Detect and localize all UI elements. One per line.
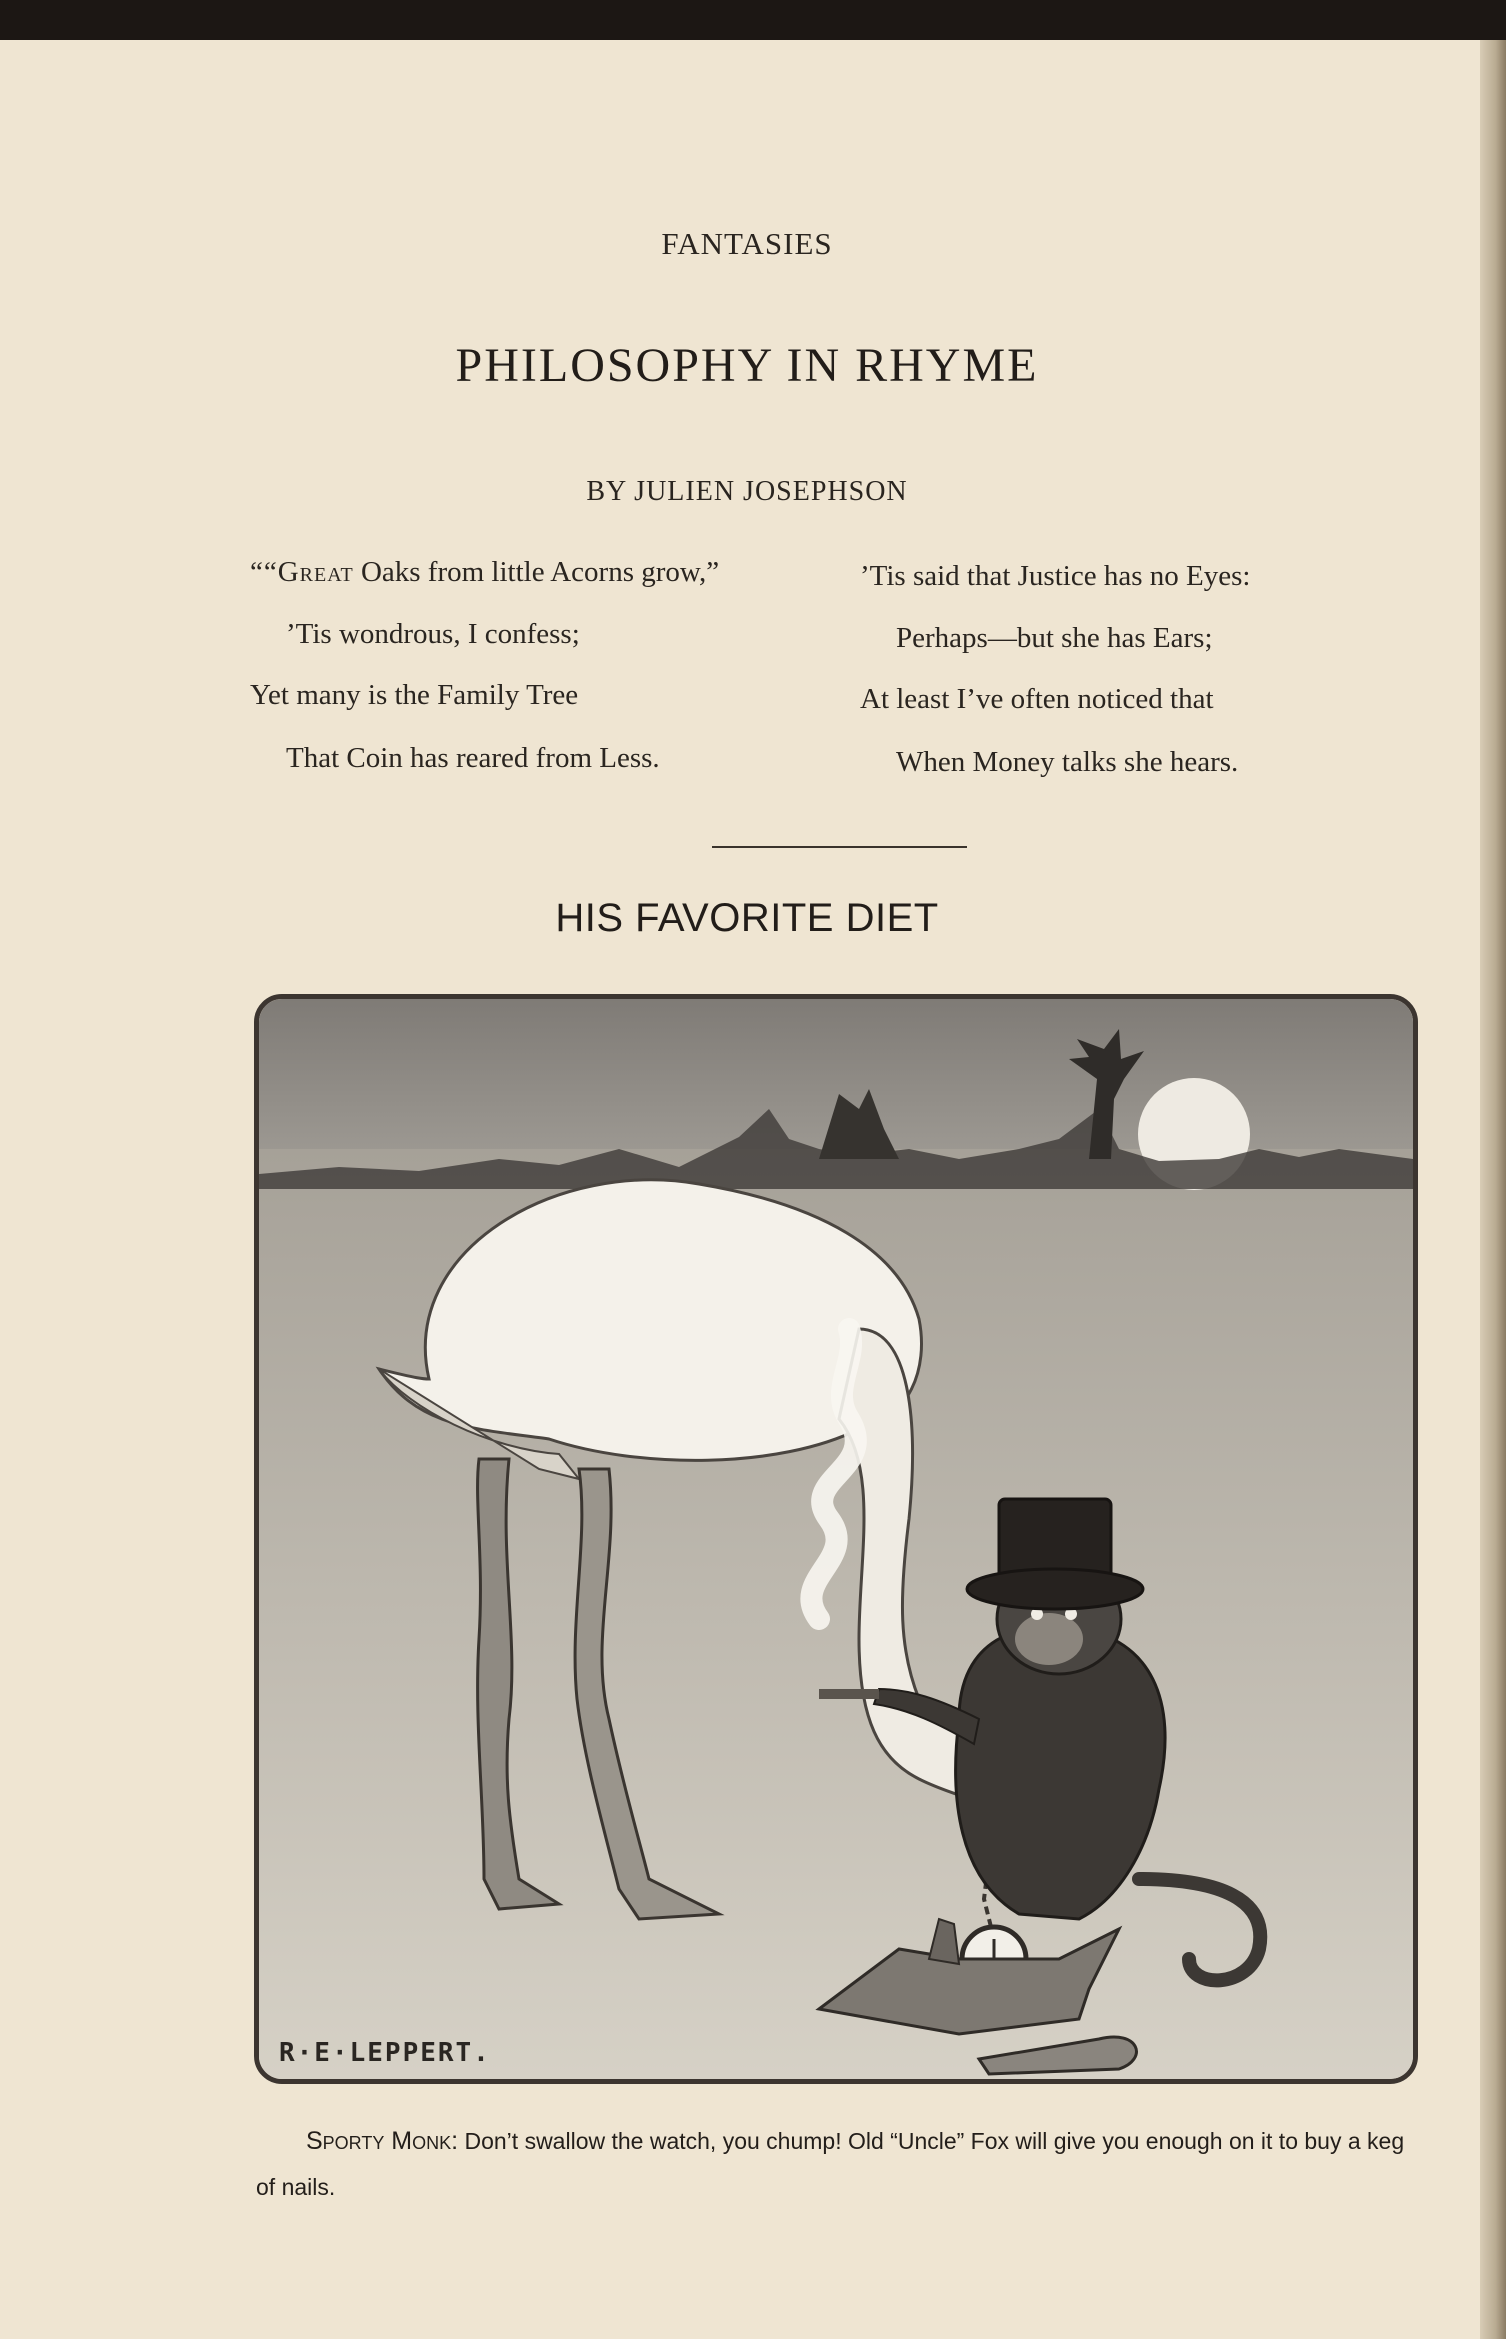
stanza-right-line-1: ’Tis said that Justice has no Eyes: — [860, 560, 1251, 592]
artist-signature: R·E·LEPPERT. — [279, 2038, 491, 2068]
poem-title: PHILOSOPHY IN RHYME — [455, 339, 1039, 392]
caption-speaker: Sporty Monk: — [306, 2127, 459, 2155]
cartoon-title: HIS FAVORITE DIET — [555, 896, 939, 940]
running-head: FANTASIES — [661, 226, 833, 261]
stanza-right-line-3: At least I’ve often noticed that — [860, 683, 1214, 715]
stanza-left-opening-word: ““Great — [250, 556, 354, 588]
poem-byline: BY JULIEN JOSEPHSON — [586, 476, 908, 507]
page-edge — [1480, 40, 1506, 2339]
caption-text: Don’t swallow the watch, you chump! Old “Uncle” Fox will give you enough on it to buy a keg of nails. — [256, 2128, 1405, 2200]
stanza-right-line-4: When Money talks she hears. — [896, 746, 1239, 778]
stanza-right-line-2: Perhaps—but she has Ears; — [896, 622, 1213, 654]
cartoon-illustration — [254, 994, 1418, 2084]
cartoon-caption — [256, 2118, 1426, 2210]
ostrich-monkey-drawing — [259, 999, 1413, 2079]
stanza-left — [250, 556, 850, 796]
section-divider — [712, 846, 967, 848]
stanza-left-line-2: ’Tis wondrous, I confess; — [286, 618, 580, 650]
stanza-left-line-4: That Coin has reared from Less. — [286, 742, 660, 774]
stanza-left-line-3: Yet many is the Family Tree — [250, 679, 579, 711]
stanza-left-line-1-rest: Oaks from little Acorns grow,” — [353, 556, 720, 588]
cigar — [819, 1689, 879, 1699]
stanza-left-line-1 — [250, 556, 719, 589]
book-page — [0, 40, 1494, 2339]
stanza-right — [860, 556, 1460, 796]
